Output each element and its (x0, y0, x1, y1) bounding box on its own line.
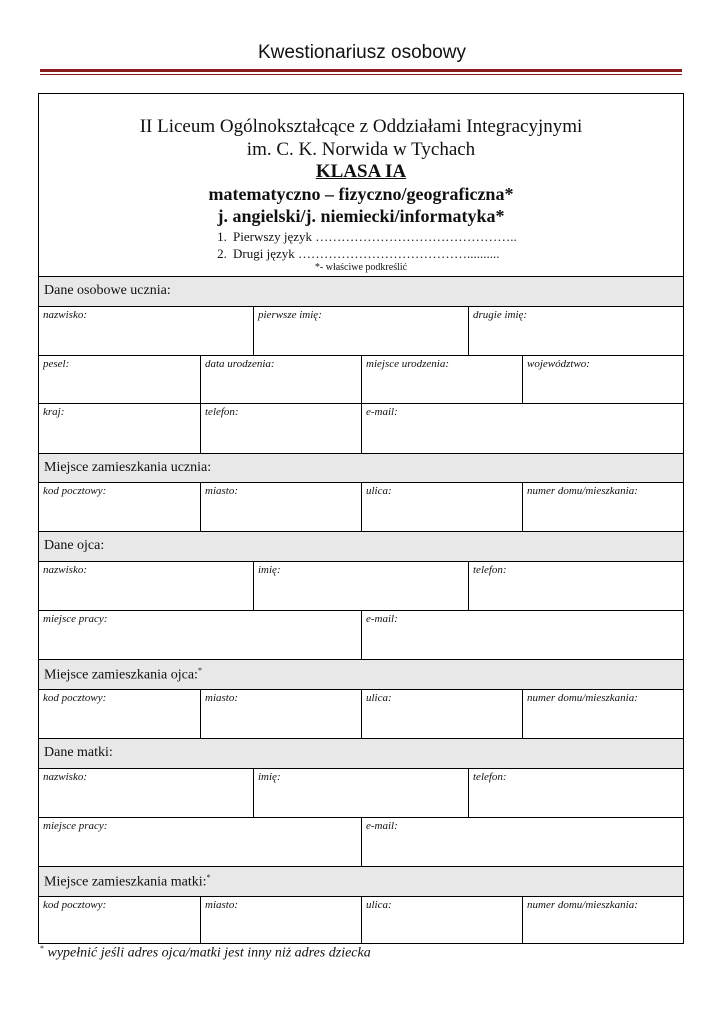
field-label: imię: (258, 564, 281, 576)
father-house-number-field[interactable] (522, 690, 683, 738)
section-student-data (39, 276, 683, 307)
field-label: kraj: (43, 406, 65, 418)
father-phone-field[interactable] (468, 562, 683, 610)
student-first-name-field[interactable] (253, 307, 468, 355)
mother-first-name-field[interactable] (253, 769, 468, 817)
mother-postal-code-field[interactable] (39, 897, 200, 943)
field-label: telefon: (473, 771, 507, 783)
student-birth-place-field[interactable] (361, 356, 522, 403)
field-label: miasto: (205, 692, 238, 704)
student-city-field[interactable] (200, 483, 361, 531)
section-title: Dane ojca: (44, 538, 105, 553)
field-label: numer domu/mieszkania: (527, 485, 638, 497)
field-label: nazwisko: (43, 564, 87, 576)
mother-city-field[interactable] (200, 897, 361, 943)
header-rule-thin (40, 74, 682, 75)
first-language-label: Pierwszy język ……………………………………….. (233, 229, 517, 244)
section-title: Miejsce zamieszkania ucznia: (44, 460, 212, 475)
second-language-field[interactable] (211, 246, 499, 262)
section-mother-address (39, 866, 683, 897)
father-street-field[interactable] (361, 690, 522, 738)
father-row-names (39, 562, 683, 611)
section-title (44, 666, 202, 684)
student-address-row (39, 483, 683, 531)
field-label: imię: (258, 771, 281, 783)
field-label: pesel: (43, 358, 70, 370)
student-birth-date-field[interactable] (200, 356, 361, 403)
section-father-data (39, 531, 683, 562)
mother-house-number-field[interactable] (522, 897, 683, 943)
section-title: Dane matki: (44, 745, 113, 760)
field-label: nazwisko: (43, 771, 87, 783)
student-email-field[interactable] (361, 404, 683, 453)
student-surname-field[interactable] (39, 307, 253, 355)
student-street-field[interactable] (361, 483, 522, 531)
field-label: miejsce pracy: (43, 820, 108, 832)
underline-note: *- właściwe podkreślić (314, 262, 408, 273)
student-house-number-field[interactable] (522, 483, 683, 531)
field-label: kod pocztowy: (43, 899, 107, 911)
field-label: kod pocztowy: (43, 485, 107, 497)
mother-row-names (39, 769, 683, 818)
student-second-name-field[interactable] (468, 307, 683, 355)
father-postal-code-field[interactable] (39, 690, 200, 738)
student-postal-code-field[interactable] (39, 483, 200, 531)
mother-workplace-field[interactable] (39, 818, 361, 866)
father-surname-field[interactable] (39, 562, 253, 610)
father-first-name-field[interactable] (253, 562, 468, 610)
list-number: 1. (217, 229, 227, 244)
first-language-field[interactable] (211, 229, 517, 245)
second-language-label: Drugi język ………………………………….......... (233, 246, 500, 261)
mother-address-row (39, 897, 683, 943)
field-label: miasto: (205, 899, 238, 911)
footnote (40, 944, 371, 962)
class-languages: j. angielski/j. niemiecki/informatyka* (217, 206, 505, 226)
father-workplace-field[interactable] (39, 611, 361, 659)
father-city-field[interactable] (200, 690, 361, 738)
student-pesel-field[interactable] (39, 356, 200, 403)
field-label: miejsce pracy: (43, 613, 108, 625)
footnote-text: wypełnić jeśli adres ojca/matki jest inny niż adres dziecka (44, 945, 371, 961)
mother-email-field[interactable] (361, 818, 683, 866)
section-title-text: Miejsce zamieszkania matki: (44, 874, 207, 890)
section-title: Dane osobowe ucznia: (44, 283, 171, 298)
mother-street-field[interactable] (361, 897, 522, 943)
school-name: II Liceum Ogólnokształcące z Oddziałami Integracyjnymi (139, 116, 583, 137)
field-label: numer domu/mieszkania: (527, 899, 638, 911)
field-label: pierwsze imię: (258, 309, 322, 321)
school-patron: im. C. K. Norwida w Tychach (246, 139, 476, 160)
school-header (39, 94, 683, 276)
section-title-text: Miejsce zamieszkania ojca: (44, 667, 198, 683)
header-rule (40, 69, 682, 72)
father-email-field[interactable] (361, 611, 683, 659)
student-voivodeship-field[interactable] (522, 356, 683, 403)
field-label: e-mail: (366, 613, 398, 625)
student-row-contact (39, 404, 683, 453)
footnote-marker: * (206, 873, 211, 882)
class-profile: matematyczno – fizyczno/geograficzna* (208, 184, 514, 204)
field-label: miejsce urodzenia: (366, 358, 449, 370)
section-mother-data (39, 738, 683, 769)
field-label: ulica: (366, 899, 392, 911)
student-phone-field[interactable] (200, 404, 361, 453)
list-number: 2. (217, 246, 227, 261)
field-label: numer domu/mieszkania: (527, 692, 638, 704)
field-label: drugie imię: (473, 309, 528, 321)
section-father-address (39, 659, 683, 690)
field-label: ulica: (366, 485, 392, 497)
field-label: województwo: (527, 358, 590, 370)
student-country-field[interactable] (39, 404, 200, 453)
field-label: kod pocztowy: (43, 692, 107, 704)
field-label: telefon: (205, 406, 239, 418)
field-label: telefon: (473, 564, 507, 576)
mother-surname-field[interactable] (39, 769, 253, 817)
questionnaire-form (38, 93, 684, 944)
father-address-row (39, 690, 683, 738)
mother-row-work (39, 818, 683, 866)
father-row-work (39, 611, 683, 659)
section-title (44, 873, 211, 891)
footnote-marker: * (197, 666, 202, 675)
field-label: e-mail: (366, 820, 398, 832)
field-label: nazwisko: (43, 309, 87, 321)
field-label: e-mail: (366, 406, 398, 418)
field-label: ulica: (366, 692, 392, 704)
class-name: KLASA IA (315, 161, 407, 182)
footnote-marker: * (40, 944, 44, 953)
student-row-birth (39, 356, 683, 404)
mother-phone-field[interactable] (468, 769, 683, 817)
section-student-address (39, 453, 683, 483)
student-row-names (39, 307, 683, 356)
field-label: data urodzenia: (205, 358, 275, 370)
field-label: miasto: (205, 485, 238, 497)
document-title: Kwestionariusz osobowy (257, 42, 467, 63)
